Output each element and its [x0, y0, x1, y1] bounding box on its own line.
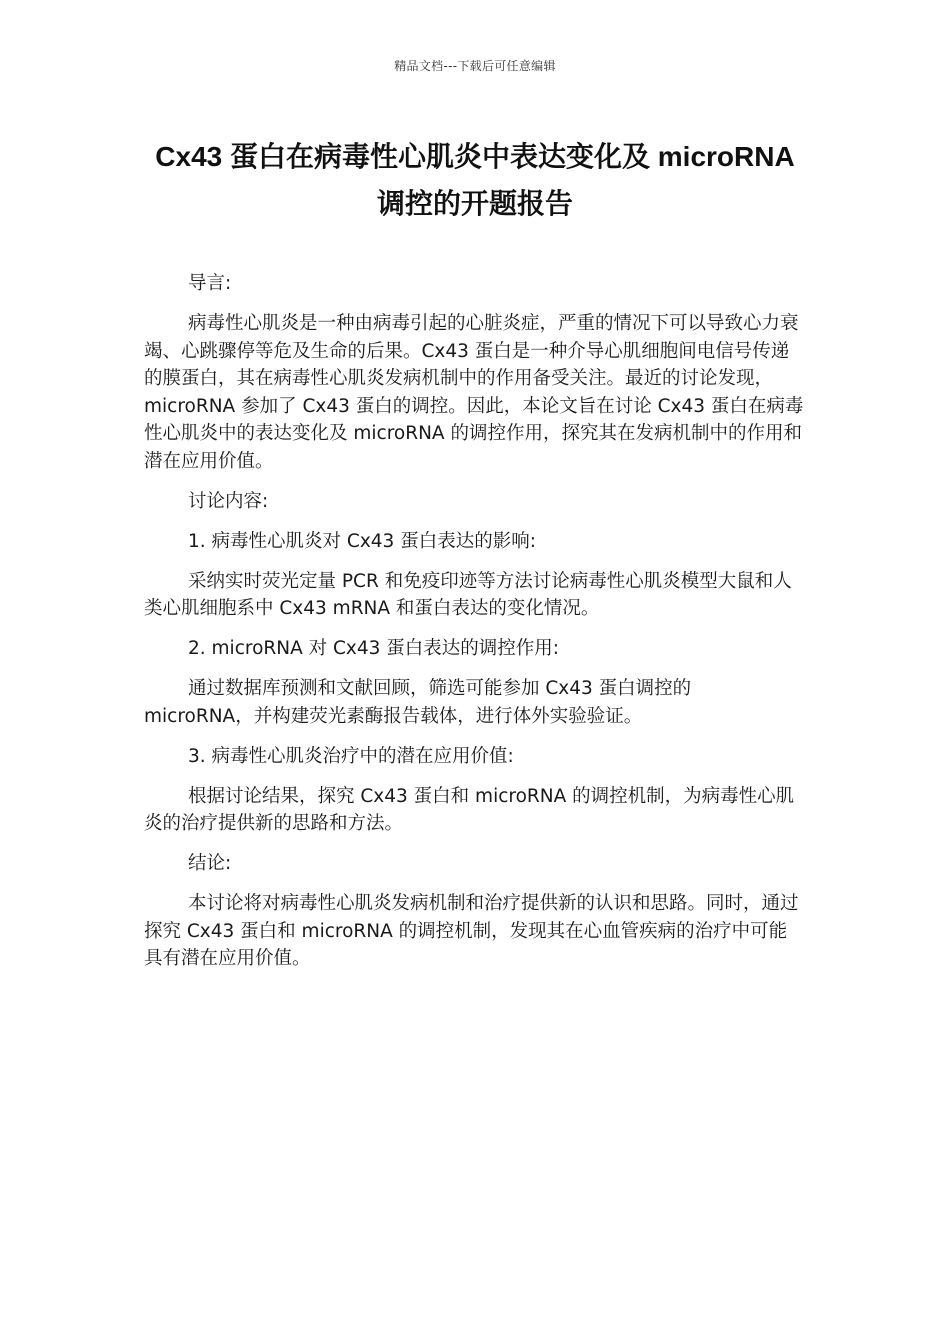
discussion-item-2-body: 通过数据库预测和文献回顾，筛选可能参加 Cx43 蛋白调控的 microRNA，并构建荧光素酶报告载体，进行体外实验验证。 [144, 678, 692, 727]
section-heading-intro: 导言: [188, 273, 232, 294]
discussion-item-3-heading: 3. 病毒性心肌炎治疗中的潜在应用价值: [188, 745, 514, 767]
discussion-item-3-body: 根据讨论结果，探究 Cx43 蛋白和 microRNA 的调控机制，为病毒性心肌炎的治疗提供新的思路和方法。 [144, 785, 795, 834]
title-line-2: 调控的开题报告 [376, 188, 573, 219]
page-header-watermark: 精品文档---下载后可任意编辑 [394, 59, 556, 73]
discussion-item-2-heading: 2. microRNA 对 Cx43 蛋白表达的调控作用: [188, 638, 560, 659]
discussion-item-1-body: 采纳实时荧光定量 PCR 和免疫印迹等方法讨论病毒性心肌炎模型大鼠和人类心肌细胞系中 Cx43 mRNA 和蛋白表达的变化情况。 [144, 570, 792, 619]
document-title [130, 133, 820, 227]
conclusion-paragraph: 本讨论将对病毒性心肌炎发病机制和治疗提供新的认识和思路。同时，通过探究 Cx43 蛋白和 microRNA 的调控机制，发现其在心血管疾病的治疗中可能具有潜在应用价值。 [144, 893, 799, 969]
discussion-item-1-heading: 1. 病毒性心肌炎对 Cx43 蛋白表达的影响: [188, 530, 536, 552]
intro-paragraph: 病毒性心肌炎是一种由病毒引起的心脏炎症，严重的情况下可以导致心力衰竭、心跳骤停等危及生命的后果。Cx43 蛋白是一种介导心肌细胞间电信号传递的膜蛋白，其在病毒性心肌炎发病机制中的作用备受关注。最近的讨论发现，microRNA 参加了 Cx43 蛋白的调控。因此，本论文旨在讨论 Cx43 蛋白在病毒性心肌炎中的表达变化及 microRNA 的调控作用，探究其在发病机制中的作用和潜在应用价值。 [144, 313, 804, 472]
title-line-1: Cx43 蛋白在病毒性心肌炎中表达变化及 microRNA [155, 141, 795, 172]
section-heading-discussion: 讨论内容: [188, 490, 269, 512]
section-heading-conclusion: 结论: [188, 853, 232, 874]
document-body [144, 270, 804, 985]
